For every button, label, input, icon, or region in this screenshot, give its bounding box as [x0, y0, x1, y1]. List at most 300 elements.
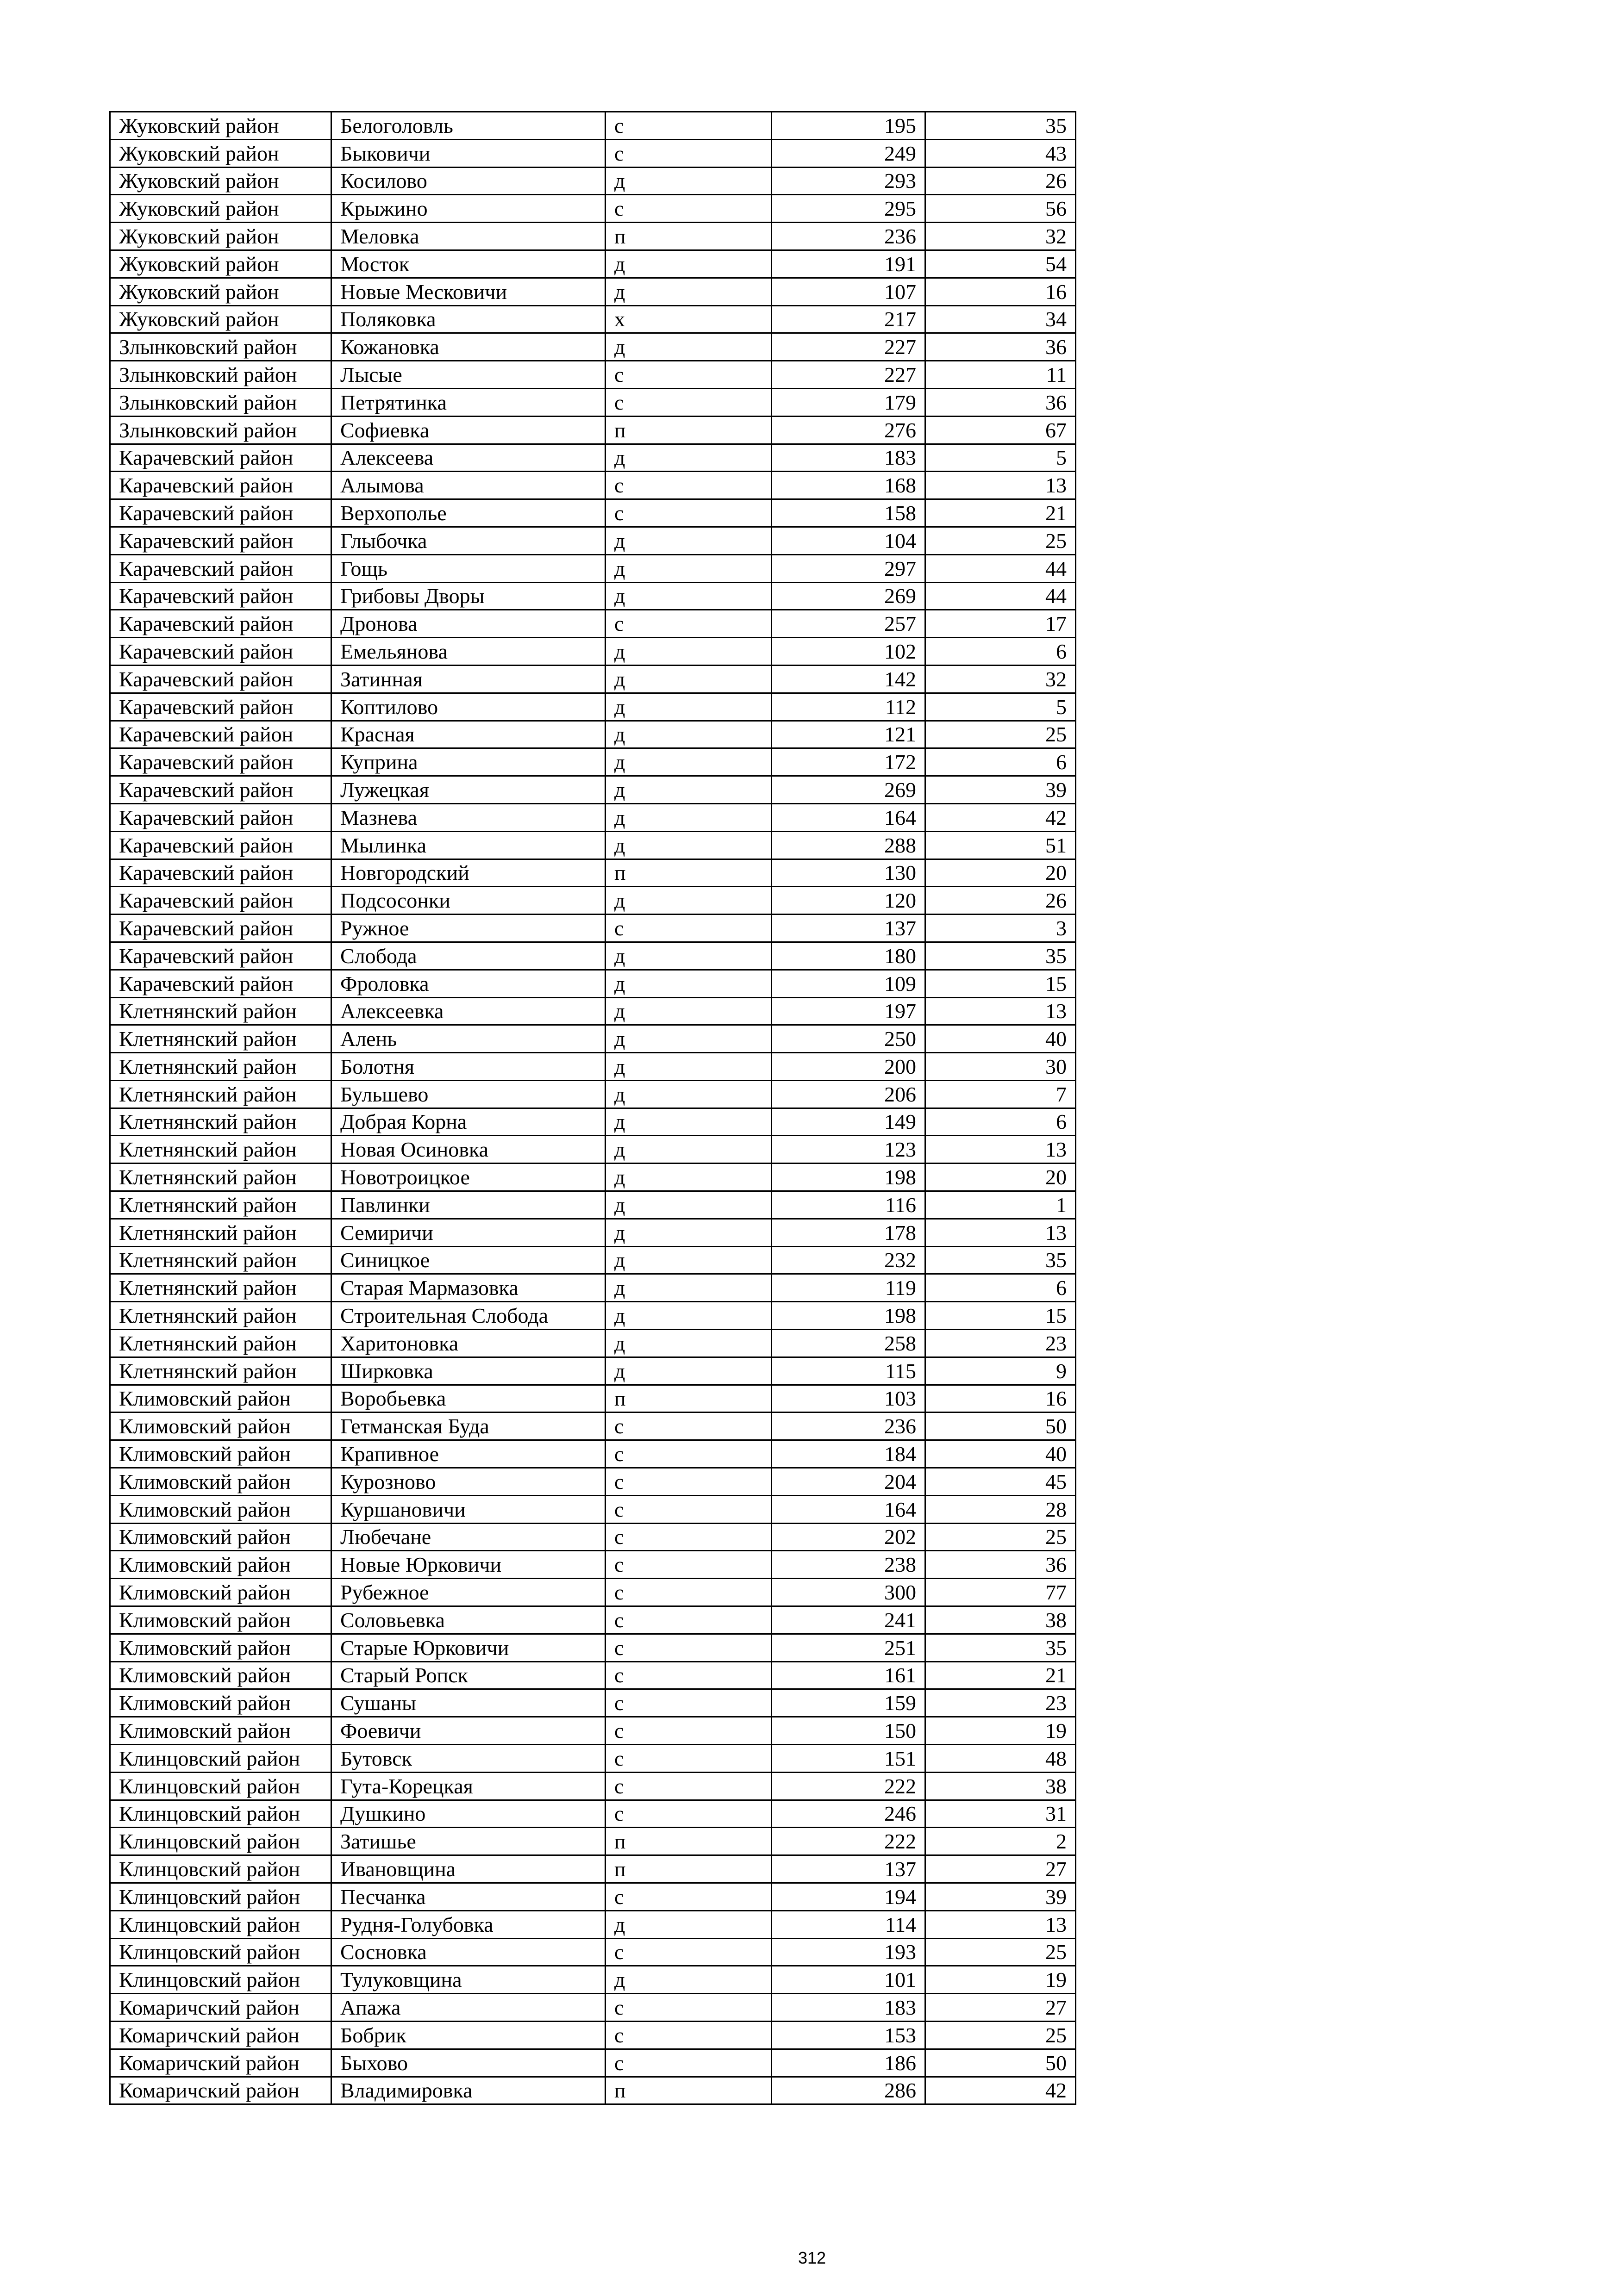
settlement-cell: Красная	[331, 721, 606, 748]
value-a-cell: 191	[772, 250, 925, 278]
type-cell: д	[606, 1191, 772, 1219]
district-cell: Карачевский район	[110, 582, 331, 610]
settlement-cell: Болотня	[331, 1053, 606, 1081]
type-cell: д	[606, 693, 772, 721]
table-row	[110, 139, 1076, 167]
value-a-cell: 269	[772, 582, 925, 610]
value-b-cell: 27	[925, 1994, 1076, 2022]
settlement-cell: Подсосонки	[331, 887, 606, 915]
district-cell: Карачевский район	[110, 831, 331, 859]
table-row	[110, 1661, 1076, 1689]
value-a-cell: 241	[772, 1606, 925, 1634]
value-b-cell: 32	[925, 223, 1076, 250]
table-row	[110, 942, 1076, 970]
settlement-cell: Новые Месковичи	[331, 278, 606, 305]
type-cell: с	[606, 1689, 772, 1717]
district-cell: Климовский район	[110, 1551, 331, 1579]
settlement-cell: Алексеевка	[331, 997, 606, 1025]
table-row	[110, 1357, 1076, 1385]
settlement-cell: Петрятинка	[331, 388, 606, 416]
value-b-cell: 30	[925, 1053, 1076, 1081]
table-row	[110, 1246, 1076, 1274]
value-a-cell: 193	[772, 1938, 925, 1966]
value-a-cell: 130	[772, 859, 925, 887]
district-cell: Климовский район	[110, 1468, 331, 1496]
value-b-cell: 23	[925, 1689, 1076, 1717]
district-cell: Климовский район	[110, 1385, 331, 1412]
settlement-cell: Строительная Слобода	[331, 1302, 606, 1330]
type-cell: д	[606, 1274, 772, 1302]
value-b-cell: 13	[925, 1910, 1076, 1938]
district-cell: Клетнянский район	[110, 1080, 331, 1108]
district-cell: Клетнянский район	[110, 997, 331, 1025]
table-row	[110, 1191, 1076, 1219]
value-b-cell: 48	[925, 1745, 1076, 1773]
settlement-cell: Белоголовль	[331, 112, 606, 140]
value-a-cell: 236	[772, 223, 925, 250]
district-cell: Карачевский район	[110, 610, 331, 638]
value-a-cell: 164	[772, 803, 925, 831]
district-cell: Карачевский район	[110, 859, 331, 887]
type-cell: с	[606, 2049, 772, 2077]
value-a-cell: 164	[772, 1495, 925, 1523]
type-cell: п	[606, 223, 772, 250]
type-cell: с	[606, 915, 772, 942]
settlement-cell: Фоевичи	[331, 1717, 606, 1745]
settlement-cell: Старые Юрковичи	[331, 1634, 606, 1661]
value-a-cell: 300	[772, 1579, 925, 1606]
value-a-cell: 250	[772, 1025, 925, 1053]
type-cell: с	[606, 1523, 772, 1551]
settlement-cell: Тулуковщина	[331, 1966, 606, 1994]
value-b-cell: 36	[925, 388, 1076, 416]
table-row	[110, 776, 1076, 804]
value-a-cell: 183	[772, 444, 925, 472]
value-b-cell: 35	[925, 112, 1076, 140]
value-b-cell: 25	[925, 1523, 1076, 1551]
table-row	[110, 223, 1076, 250]
district-cell: Климовский район	[110, 1606, 331, 1634]
value-a-cell: 258	[772, 1330, 925, 1357]
table-row	[110, 748, 1076, 776]
type-cell: с	[606, 139, 772, 167]
value-a-cell: 204	[772, 1468, 925, 1496]
settlement-cell: Софиевка	[331, 416, 606, 444]
value-b-cell: 54	[925, 250, 1076, 278]
type-cell: п	[606, 416, 772, 444]
settlement-cell: Алень	[331, 1025, 606, 1053]
district-cell: Злынковский район	[110, 416, 331, 444]
value-b-cell: 16	[925, 278, 1076, 305]
district-cell: Клетнянский район	[110, 1357, 331, 1385]
district-cell: Карачевский район	[110, 444, 331, 472]
type-cell: д	[606, 665, 772, 693]
district-cell: Карачевский район	[110, 499, 331, 527]
table-row	[110, 361, 1076, 389]
type-cell: с	[606, 1579, 772, 1606]
settlement-cell: Новая Осиновка	[331, 1136, 606, 1164]
table-row	[110, 582, 1076, 610]
settlement-cell: Крапивное	[331, 1440, 606, 1468]
district-cell: Клетнянский район	[110, 1330, 331, 1357]
district-cell: Карачевский район	[110, 721, 331, 748]
settlement-cell: Быхово	[331, 2049, 606, 2077]
value-b-cell: 17	[925, 610, 1076, 638]
settlement-cell: Душкино	[331, 1800, 606, 1828]
settlement-cell: Глыбочка	[331, 527, 606, 554]
value-a-cell: 137	[772, 1855, 925, 1883]
type-cell: с	[606, 1717, 772, 1745]
type-cell: с	[606, 361, 772, 389]
table-row	[110, 997, 1076, 1025]
settlement-cell: Мазнева	[331, 803, 606, 831]
value-a-cell: 206	[772, 1080, 925, 1108]
type-cell: д	[606, 970, 772, 997]
district-cell: Климовский район	[110, 1689, 331, 1717]
value-b-cell: 35	[925, 1634, 1076, 1661]
district-cell: Карачевский район	[110, 776, 331, 804]
type-cell: д	[606, 554, 772, 582]
settlement-cell: Куршановичи	[331, 1495, 606, 1523]
value-b-cell: 25	[925, 2021, 1076, 2049]
table-body	[110, 112, 1076, 2104]
settlement-cell: Любечане	[331, 1523, 606, 1551]
table-row	[110, 610, 1076, 638]
value-b-cell: 56	[925, 195, 1076, 223]
type-cell: с	[606, 1745, 772, 1773]
value-b-cell: 25	[925, 721, 1076, 748]
value-a-cell: 257	[772, 610, 925, 638]
value-b-cell: 28	[925, 1495, 1076, 1523]
table-row	[110, 499, 1076, 527]
value-a-cell: 114	[772, 1910, 925, 1938]
type-cell: д	[606, 527, 772, 554]
value-a-cell: 198	[772, 1302, 925, 1330]
settlement-cell: Поляковка	[331, 305, 606, 333]
settlement-cell: Затишье	[331, 1828, 606, 1855]
type-cell: д	[606, 167, 772, 195]
value-b-cell: 13	[925, 472, 1076, 499]
settlement-table	[109, 111, 1076, 2105]
settlement-cell: Ружное	[331, 915, 606, 942]
table-row	[110, 278, 1076, 305]
district-cell: Клетнянский район	[110, 1302, 331, 1330]
district-cell: Жуковский район	[110, 167, 331, 195]
district-cell: Комаричский район	[110, 1994, 331, 2022]
table-row	[110, 1412, 1076, 1440]
value-b-cell: 15	[925, 1302, 1076, 1330]
table-row	[110, 1053, 1076, 1081]
settlement-cell: Гута-Корецкая	[331, 1772, 606, 1800]
value-b-cell: 25	[925, 1938, 1076, 1966]
value-b-cell: 42	[925, 803, 1076, 831]
table-row	[110, 1440, 1076, 1468]
settlement-cell: Куприна	[331, 748, 606, 776]
value-a-cell: 149	[772, 1108, 925, 1136]
table-row	[110, 665, 1076, 693]
district-cell: Карачевский район	[110, 693, 331, 721]
type-cell: д	[606, 1330, 772, 1357]
district-cell: Клетнянский район	[110, 1191, 331, 1219]
type-cell: с	[606, 112, 772, 140]
table-row	[110, 887, 1076, 915]
value-b-cell: 44	[925, 554, 1076, 582]
district-cell: Клинцовский район	[110, 1966, 331, 1994]
settlement-cell: Синицкое	[331, 1246, 606, 1274]
district-cell: Клетнянский район	[110, 1053, 331, 1081]
value-a-cell: 246	[772, 1800, 925, 1828]
table-row	[110, 554, 1076, 582]
district-cell: Клетнянский район	[110, 1274, 331, 1302]
district-cell: Жуковский район	[110, 278, 331, 305]
value-b-cell: 36	[925, 333, 1076, 361]
value-a-cell: 168	[772, 472, 925, 499]
value-b-cell: 6	[925, 1274, 1076, 1302]
table-row	[110, 831, 1076, 859]
table-row	[110, 472, 1076, 499]
settlement-cell: Харитоновка	[331, 1330, 606, 1357]
value-b-cell: 7	[925, 1080, 1076, 1108]
settlement-cell: Гетманская Буда	[331, 1412, 606, 1440]
settlement-cell: Гощь	[331, 554, 606, 582]
value-b-cell: 9	[925, 1357, 1076, 1385]
value-b-cell: 25	[925, 527, 1076, 554]
type-cell: с	[606, 195, 772, 223]
district-cell: Климовский район	[110, 1440, 331, 1468]
table-row	[110, 1385, 1076, 1412]
type-cell: д	[606, 250, 772, 278]
type-cell: д	[606, 1025, 772, 1053]
table-row	[110, 970, 1076, 997]
value-a-cell: 195	[772, 112, 925, 140]
settlement-cell: Сушаны	[331, 1689, 606, 1717]
table-row	[110, 527, 1076, 554]
type-cell: д	[606, 1219, 772, 1246]
settlement-cell: Крыжино	[331, 195, 606, 223]
district-cell: Клетнянский район	[110, 1025, 331, 1053]
district-cell: Клинцовский район	[110, 1745, 331, 1773]
district-cell: Клинцовский район	[110, 1938, 331, 1966]
settlement-cell: Ивановщина	[331, 1855, 606, 1883]
settlement-cell: Новгородский	[331, 859, 606, 887]
value-a-cell: 297	[772, 554, 925, 582]
value-a-cell: 120	[772, 887, 925, 915]
table-row	[110, 416, 1076, 444]
district-cell: Клетнянский район	[110, 1164, 331, 1191]
settlement-cell: Сосновка	[331, 1938, 606, 1966]
settlement-cell: Кожановка	[331, 333, 606, 361]
settlement-cell: Новые Юрковичи	[331, 1551, 606, 1579]
value-b-cell: 77	[925, 1579, 1076, 1606]
value-a-cell: 180	[772, 942, 925, 970]
type-cell: с	[606, 1883, 772, 1911]
district-cell: Комаричский район	[110, 2077, 331, 2104]
value-a-cell: 178	[772, 1219, 925, 1246]
district-cell: Клетнянский район	[110, 1136, 331, 1164]
table-row	[110, 2049, 1076, 2077]
value-a-cell: 186	[772, 2049, 925, 2077]
table-row	[110, 1910, 1076, 1938]
value-b-cell: 11	[925, 361, 1076, 389]
type-cell: д	[606, 1966, 772, 1994]
table-row	[110, 1136, 1076, 1164]
district-cell: Климовский район	[110, 1523, 331, 1551]
district-cell: Злынковский район	[110, 388, 331, 416]
type-cell: д	[606, 803, 772, 831]
table-row	[110, 1219, 1076, 1246]
district-cell: Клинцовский район	[110, 1855, 331, 1883]
type-cell: с	[606, 1606, 772, 1634]
value-b-cell: 39	[925, 1883, 1076, 1911]
value-b-cell: 6	[925, 1108, 1076, 1136]
value-b-cell: 38	[925, 1772, 1076, 1800]
table-row	[110, 195, 1076, 223]
table-row	[110, 2021, 1076, 2049]
settlement-cell: Ширковка	[331, 1357, 606, 1385]
value-b-cell: 44	[925, 582, 1076, 610]
value-a-cell: 121	[772, 721, 925, 748]
table-row	[110, 638, 1076, 666]
type-cell: д	[606, 1164, 772, 1191]
value-a-cell: 116	[772, 1191, 925, 1219]
type-cell: д	[606, 887, 772, 915]
value-a-cell: 227	[772, 333, 925, 361]
value-b-cell: 15	[925, 970, 1076, 997]
district-cell: Клетнянский район	[110, 1108, 331, 1136]
table-row	[110, 1994, 1076, 2022]
settlement-cell: Грибовы Дворы	[331, 582, 606, 610]
value-b-cell: 50	[925, 1412, 1076, 1440]
table-row	[110, 1634, 1076, 1661]
type-cell: с	[606, 610, 772, 638]
table-row	[110, 1164, 1076, 1191]
value-a-cell: 142	[772, 665, 925, 693]
district-cell: Карачевский район	[110, 638, 331, 666]
value-a-cell: 183	[772, 1994, 925, 2022]
table-row	[110, 2077, 1076, 2104]
district-cell: Климовский район	[110, 1634, 331, 1661]
district-cell: Карачевский район	[110, 472, 331, 499]
settlement-cell: Курозново	[331, 1468, 606, 1496]
type-cell: с	[606, 388, 772, 416]
value-a-cell: 200	[772, 1053, 925, 1081]
district-cell: Карачевский район	[110, 887, 331, 915]
table-row	[110, 1800, 1076, 1828]
district-cell: Климовский район	[110, 1661, 331, 1689]
value-b-cell: 27	[925, 1855, 1076, 1883]
district-cell: Клетнянский район	[110, 1246, 331, 1274]
settlement-cell: Новотроицкое	[331, 1164, 606, 1191]
value-b-cell: 31	[925, 1800, 1076, 1828]
page-number: 312	[798, 2248, 826, 2267]
value-b-cell: 5	[925, 693, 1076, 721]
type-cell: х	[606, 305, 772, 333]
value-a-cell: 286	[772, 2077, 925, 2104]
type-cell: с	[606, 1938, 772, 1966]
district-cell: Карачевский район	[110, 915, 331, 942]
value-b-cell: 35	[925, 1246, 1076, 1274]
value-a-cell: 288	[772, 831, 925, 859]
value-a-cell: 269	[772, 776, 925, 804]
value-a-cell: 184	[772, 1440, 925, 1468]
type-cell: с	[606, 1468, 772, 1496]
type-cell: д	[606, 278, 772, 305]
value-a-cell: 227	[772, 361, 925, 389]
value-a-cell: 295	[772, 195, 925, 223]
district-cell: Жуковский район	[110, 305, 331, 333]
settlement-cell: Семиричи	[331, 1219, 606, 1246]
settlement-cell: Косилово	[331, 167, 606, 195]
settlement-cell: Бутовск	[331, 1745, 606, 1773]
value-a-cell: 222	[772, 1828, 925, 1855]
settlement-cell: Лужецкая	[331, 776, 606, 804]
value-b-cell: 32	[925, 665, 1076, 693]
type-cell: п	[606, 1855, 772, 1883]
settlement-cell: Бобрик	[331, 2021, 606, 2049]
value-a-cell: 202	[772, 1523, 925, 1551]
table-row	[110, 1302, 1076, 1330]
value-b-cell: 40	[925, 1440, 1076, 1468]
value-a-cell: 197	[772, 997, 925, 1025]
table-row	[110, 1108, 1076, 1136]
value-a-cell: 158	[772, 499, 925, 527]
settlement-cell: Лысые	[331, 361, 606, 389]
type-cell: с	[606, 1994, 772, 2022]
value-b-cell: 43	[925, 139, 1076, 167]
value-b-cell: 26	[925, 167, 1076, 195]
district-cell: Климовский район	[110, 1412, 331, 1440]
table-row	[110, 167, 1076, 195]
table-row	[110, 1855, 1076, 1883]
district-cell: Климовский район	[110, 1495, 331, 1523]
table-row	[110, 1745, 1076, 1773]
district-cell: Карачевский район	[110, 942, 331, 970]
table-row	[110, 388, 1076, 416]
settlement-cell: Затинная	[331, 665, 606, 693]
value-b-cell: 20	[925, 1164, 1076, 1191]
value-b-cell: 3	[925, 915, 1076, 942]
value-a-cell: 249	[772, 139, 925, 167]
district-cell: Карачевский район	[110, 748, 331, 776]
table-row	[110, 915, 1076, 942]
type-cell: п	[606, 859, 772, 887]
value-a-cell: 161	[772, 1661, 925, 1689]
district-cell: Жуковский район	[110, 139, 331, 167]
value-a-cell: 179	[772, 388, 925, 416]
settlement-cell: Соловьевка	[331, 1606, 606, 1634]
value-a-cell: 222	[772, 1772, 925, 1800]
value-b-cell: 36	[925, 1551, 1076, 1579]
value-a-cell: 101	[772, 1966, 925, 1994]
value-a-cell: 115	[772, 1357, 925, 1385]
value-a-cell: 194	[772, 1883, 925, 1911]
table-row	[110, 693, 1076, 721]
table-row	[110, 1274, 1076, 1302]
type-cell: д	[606, 1080, 772, 1108]
value-b-cell: 20	[925, 859, 1076, 887]
district-cell: Клетнянский район	[110, 1219, 331, 1246]
value-b-cell: 50	[925, 2049, 1076, 2077]
value-a-cell: 238	[772, 1551, 925, 1579]
settlement-cell: Павлинки	[331, 1191, 606, 1219]
settlement-cell: Владимировка	[331, 2077, 606, 2104]
settlement-cell: Дронова	[331, 610, 606, 638]
type-cell: с	[606, 1440, 772, 1468]
type-cell: д	[606, 1246, 772, 1274]
type-cell: д	[606, 997, 772, 1025]
settlement-cell: Рубежное	[331, 1579, 606, 1606]
value-b-cell: 5	[925, 444, 1076, 472]
